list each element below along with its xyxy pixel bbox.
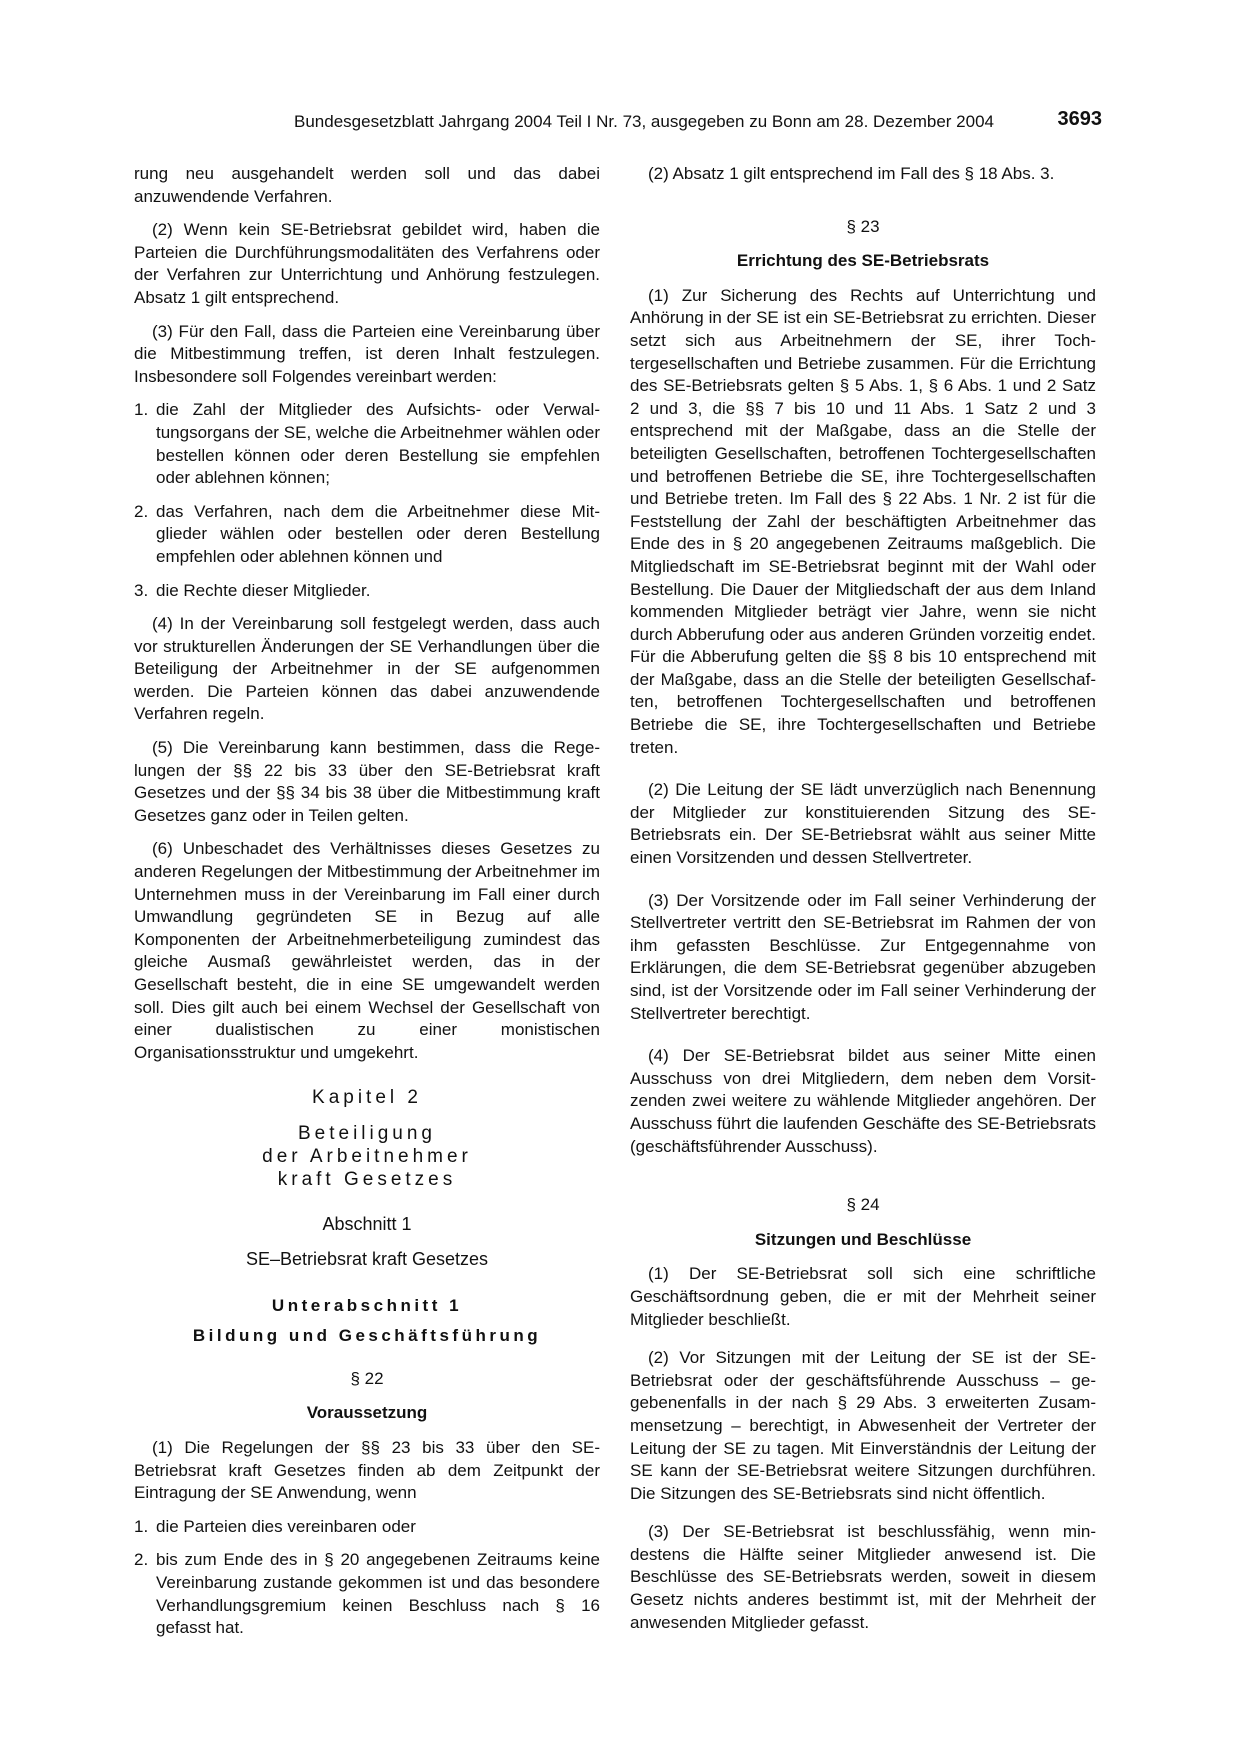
list-item-number: 2. — [134, 501, 149, 521]
paragraph-title-23: Errichtung des SE-Betriebsrats — [736, 251, 990, 271]
list-item-number: 1. — [134, 1516, 149, 1536]
list-item-number: 1. — [134, 400, 149, 420]
list-item-text: die Rechte dieser Mitglieder. — [156, 580, 371, 600]
chapter-title-line: der Arbeitnehmer — [262, 1146, 472, 1168]
right-column — [630, 163, 1096, 1645]
list-item — [134, 399, 600, 489]
list-item — [134, 1549, 600, 1639]
chapter-title-line: kraft Gesetzes — [277, 1169, 457, 1191]
paragraph-5: (5) Die Vereinbarung kann bestimmen, dass die Regelungen der §§ 22 bis 33 über den SE-Betriebsrat kraft Gesetzes und der §§ 34 bis 38 über die Mitbestimmung kraft Gesetzes ganz oder in Teilen gelten. — [134, 738, 600, 825]
paragraph-number-24: § 24 — [846, 1195, 880, 1215]
page-number: 3693 — [1057, 108, 1102, 130]
page-header — [130, 108, 1104, 138]
paragraph-23-2: (2) Die Leitung der SE lädt unverzüglich nach Benennung der Mitglieder zur konstituierenden Sitzung des SE-Betriebsrats ein. Der SE-Betriebsrat wählt aus seiner Mitte einen Vorsitzenden und dessen Stellvertreter. — [630, 780, 1096, 868]
paragraph-number-22: § 22 — [350, 1368, 384, 1388]
paragraph-2: (2) Wenn kein SE-Betriebsrat gebildet wird, haben die Parteien die Durchführungsmodalitäten des Verfahrens oder der Verfahren zur Unterrichtung und Anhörung festzulegen. Absatz 1 gilt entsprechend. — [134, 220, 600, 307]
paragraph-22-2: (2) Absatz 1 gilt entsprechend im Fall des § 18 Abs. 3. — [648, 164, 1055, 183]
condition-list — [134, 1516, 600, 1640]
section-title: SE–Betriebsrat kraft Gesetzes — [245, 1248, 489, 1269]
paragraph-3: (3) Für den Fall, dass die Parteien eine Vereinbarung über die Mitbestimmung treffen, ist deren Inhalt festzulegen. Insbesondere soll Folgendes vereinbart werden: — [134, 321, 600, 386]
list-item-text: die Zahl der Mitglieder des Aufsichts- oder Verwaltungsorgans der SE, welche die Arbeitnehmer wählen oder bestellen können oder deren Bestellung sie empfehlen oder ablehnen können; — [156, 400, 600, 488]
chapter-title-line: Beteiligung — [297, 1123, 437, 1145]
paragraph-22-1: (1) Die Regelungen der §§ 23 bis 33 über den SE-Betriebsrat kraft Gesetzes finden ab dem Zeitpunkt der Eintragung der SE Anwendung, wenn — [134, 1437, 600, 1503]
paragraph-number-23: § 23 — [846, 216, 880, 236]
left-column — [134, 163, 600, 1651]
paragraph-24-2: (2) Vor Sitzungen mit der Leitung der SE ist der SE-Betriebsrat oder der geschäftsführende Ausschuss – gegebenenfalls in der nach § 29 Abs. 3 erweiterten Zusammensetzung – berechtigt, in Abwesenheit der Vertreter der Leitung der SE zu tagen. Mit Einverständnis der Leitung der SE kann der SE-Betriebsrat weitere Sitzungen durchführen. Die Sitzungen des SE-Betriebsrats sind nicht öffentlich. — [630, 1348, 1096, 1503]
list-item-text: das Verfahren, nach dem die Arbeitnehmer diese Mitglieder wählen oder bestellen oder deren Bestellung empfehlen oder ablehnen können und — [156, 501, 600, 566]
subsection-title: Bildung und Geschäftsführung — [192, 1326, 542, 1346]
paragraph-24-1: (1) Der SE-Betriebsrat soll sich eine schriftliche Geschäftsordnung geben, die er mit der Mehrheit seiner Mitglieder beschließt. — [630, 1264, 1096, 1329]
list-item — [134, 501, 600, 569]
header-title: Bundesgesetzblatt Jahrgang 2004 Teil I Nr. 73, ausgegeben zu Bonn am 28. Dezember 2004 — [294, 112, 994, 131]
list-item-text: die Parteien dies vereinbaren oder — [156, 1516, 416, 1536]
paragraph-title-24: Sitzungen und Beschlüsse — [754, 1229, 972, 1249]
paragraph-title-22: Voraussetzung — [306, 1403, 428, 1423]
list-item-number: 3. — [134, 580, 149, 600]
list-item-number: 2. — [134, 1550, 149, 1570]
list-item — [134, 580, 600, 603]
paragraph-23-1: (1) Zur Sicherung des Rechts auf Unterrichtung und Anhörung in der SE ist ein SE-Betriebsrat zu errichten. Dieser setzt sich aus Arbeitnehmern der SE, ihrer Tochtergesellschaften und Betriebe zusammen. Für die Errichtung des SE-Betriebsrats gelten § 5 Abs. 1, § 6 Abs. 1 und 2 Satz 2 und 3, die §§ 7 bis 10 und 11 Abs. 1 Satz 2 und 3 entsprechend mit der Maßgabe, dass an die Stelle der beteiligten Gesellschaften, betroffenen Tochtergesellschaften und betroffenen Betriebe die SE, ihre Tochtergesellschaften und Betriebe treten. Im Fall des § 22 Abs. 1 Nr. 2 ist für die Feststellung der Zahl der beschäftigten Arbeitnehmer das Ende des in § 20 angegebenen Zeitraums maßgeblich. Die Mitgliedschaft im SE-Betriebsrat beginnt mit der Wahl oder Bestellung. Die Dauer der Mitgliedschaft der aus dem Inland kommenden Mitglieder beträgt vier Jahre, wenn sie nicht durch Abberufung oder aus anderen Gründen vorzeitig endet. Für die Abberufung gelten die §§ 8 bis 10 entsprechend mit der Maßgabe, dass an die Stelle der beteiligten Gesellschaften, betroffenen Tochtergesellschaften und betroffenen Betriebe die SE, ihre Tochtergesellschaften und Betriebe treten. — [630, 285, 1096, 757]
list-item — [134, 1516, 600, 1539]
section-heading: Abschnitt 1 — [322, 1214, 412, 1235]
paragraph-6: (6) Unbeschadet des Verhältnisses dieses Gesetzes zu anderen Regelungen der Mitbestimmung der Arbeitnehmer im Unternehmen muss in der Vereinbarung im Fall einer durch Umwandlung gegründeten SE in Bezug auf alle Komponenten der Arbeitnehmerbeteiligung zumindest das gleiche Ausmaß gewährleistet werden, das in der Gesellschaft besteht, die in eine SE umgewandelt werden soll. Dies gilt auch bei einem Wechsel der Gesellschaft von einer dualistischen zu einer monistischen Organisationsstruktur und umgekehrt. — [134, 839, 600, 1062]
paragraph-23-4: (4) Der SE-Betriebsrat bildet aus seiner Mitte einen Ausschuss von drei Mitgliedern, dem neben dem Vorsitzenden zwei weitere zu wählende Mitglieder angehören. Der Ausschuss führt die laufenden Geschäfte des SE-Betriebsrats (geschäftsführender Ausschuss). — [630, 1046, 1096, 1156]
subsection-heading: Unterabschnitt 1 — [271, 1295, 463, 1315]
paragraph-continuation: rung neu ausgehandelt werden soll und das dabei anzuwendende Verfahren. — [134, 164, 600, 206]
paragraph-24-3: (3) Der SE-Betriebsrat ist beschlussfähig, wenn mindestens die Hälfte seiner Mitglieder anwesend ist. Die Beschlüsse des SE-Betriebsrats werden, soweit in diesem Gesetz nichts anderes bestimmt ist, mit der Mehrheit der anwesenden Mitglieder gefasst. — [630, 1522, 1096, 1632]
paragraph-4: (4) In der Vereinbarung soll festgelegt werden, dass auch vor strukturellen Änderungen der SE Verhandlungen über die Beteiligung der Arbeitnehmer in der SE aufgenommen werden. Die Parteien können das dabei anzuwendende Verfahren regeln. — [134, 614, 600, 724]
paragraph-23-3: (3) Der Vorsitzende oder im Fall seiner Verhinderung der Stellvertreter vertritt den SE-Betriebsrat im Rahmen der von ihm gefassten Beschlüsse. Zur Entgegennahme von Erklärungen, die dem SE-Betriebsrat gegenüber abzugeben sind, ist der Vorsitzende oder im Fall seiner Verhinderung der Stellvertreter berechtigt. — [630, 890, 1096, 1023]
chapter-title — [134, 1122, 600, 1191]
chapter-heading: Kapitel 2 — [312, 1087, 422, 1109]
agreement-list — [134, 399, 600, 602]
list-item-text: bis zum Ende des in § 20 angegebenen Zeitraums keine Vereinbarung zustande gekommen ist und das besondere Verhandlungsgremium keinen Beschluss nach § 16 gefasst hat. — [156, 1550, 600, 1638]
